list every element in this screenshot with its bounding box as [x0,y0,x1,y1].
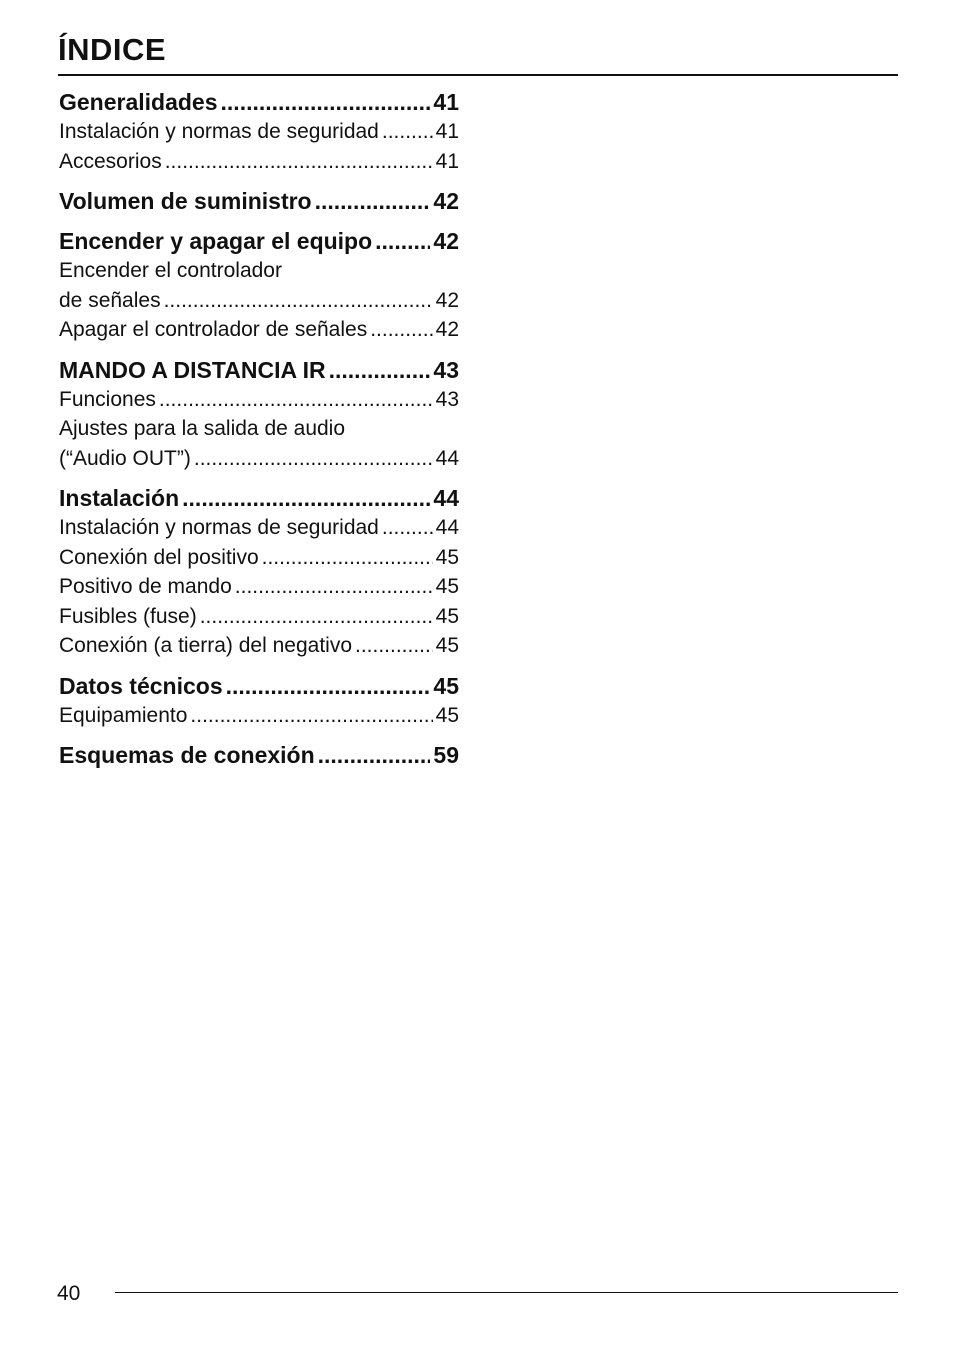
toc-item-instalacion-normas-2[interactable] [59,513,459,543]
toc-label: Positivo de mando [59,575,232,598]
toc-page: 44 [433,485,459,511]
toc-label: Accesorios [59,149,162,173]
toc-leader-dots [318,741,431,770]
toc-leader-dots [165,147,433,177]
toc-page: 41 [433,89,459,115]
toc-page: 45 [435,545,459,569]
toc-item-equipamiento[interactable] [59,701,459,731]
toc-label: MANDO A DISTANCIA IR [59,356,326,383]
toc-page: 45 [435,634,459,657]
page-title: ÍNDICE [58,32,167,67]
toc-leader-dots [221,88,431,117]
toc-section-esquemas-conexion[interactable] [59,741,459,770]
toc-item-fusibles[interactable] [59,602,459,632]
toc-section-encender-apagar[interactable] [59,227,459,256]
toc-page: 43 [433,356,459,383]
toc-label: Instalación y normas de seguridad [59,516,379,539]
toc-page: 45 [433,672,459,699]
toc-leader-dots [194,444,433,474]
toc-label-line1: Encender el controlador [59,259,282,282]
page-number: 40 [57,1282,81,1305]
toc-leader-dots [375,227,430,256]
toc-leader-dots [382,117,433,147]
footer-divider [115,1292,898,1293]
toc-page: 44 [435,516,459,539]
toc-label: Encender y apagar el equipo [59,228,373,254]
toc-leader-dots [355,631,433,661]
toc-page: 43 [435,387,459,411]
toc-page: 59 [433,742,459,768]
toc-label-line1: Ajustes para la salida de audio [59,417,346,440]
toc-page: 42 [435,318,459,341]
toc-section-instalacion[interactable] [59,484,459,513]
toc-page: 44 [435,446,459,470]
toc-leader-dots [235,572,433,602]
toc-label: Fusibles (fuse) [59,604,197,628]
title-divider [58,74,898,76]
toc-item-encender-controlador[interactable] [59,256,459,315]
toc-leader-dots [382,513,433,543]
toc-section-mando-distancia[interactable] [59,356,459,385]
toc-page: 45 [435,703,459,727]
toc-item-instalacion-normas[interactable] [59,117,459,147]
toc-item-conexion-negativo[interactable] [59,631,459,661]
toc-item-accesorios[interactable] [59,147,459,177]
toc-label: de señales [59,288,161,312]
toc-section-datos-tecnicos[interactable] [59,672,459,701]
toc-label: Instalación y normas de seguridad [59,120,379,143]
toc-leader-dots [159,385,433,415]
toc-section-generalidades[interactable] [59,88,459,117]
toc-leader-dots [200,602,433,632]
toc-section-volumen-suministro[interactable] [59,187,459,216]
toc-page: 42 [435,288,459,312]
toc-label: (“Audio OUT”) [59,446,191,470]
toc-page: 45 [435,575,459,598]
toc-page: 41 [435,120,459,143]
toc-label: Instalación [59,485,180,511]
toc-leader-dots [164,286,433,316]
toc-item-conexion-positivo[interactable] [59,543,459,573]
toc-leader-dots [262,543,433,573]
toc-leader-dots [370,315,432,345]
table-of-contents [59,88,459,770]
toc-page: 41 [435,149,459,173]
toc-page: 42 [433,188,459,214]
toc-leader-dots [190,701,432,731]
toc-label: Equipamiento [59,703,188,727]
toc-item-funciones[interactable] [59,385,459,415]
toc-label: Generalidades [59,89,218,115]
toc-label: Conexión del positivo [59,545,259,569]
toc-label: Volumen de suministro [59,188,312,214]
toc-item-apagar-controlador[interactable] [59,315,459,345]
toc-leader-dots [226,672,431,701]
toc-label: Conexión (a tierra) del negativo [59,634,352,657]
toc-label: Datos técnicos [59,672,223,699]
toc-item-positivo-mando[interactable] [59,572,459,602]
toc-leader-dots [315,187,431,216]
toc-label: Apagar el controlador de señales [59,318,368,341]
toc-leader-dots [182,484,430,513]
toc-page: 42 [433,228,459,254]
toc-page: 45 [435,604,459,628]
toc-item-ajustes-audio[interactable] [59,414,459,473]
toc-label: Esquemas de conexión [59,742,315,768]
toc-label: Funciones [59,387,156,411]
toc-leader-dots [329,356,431,385]
